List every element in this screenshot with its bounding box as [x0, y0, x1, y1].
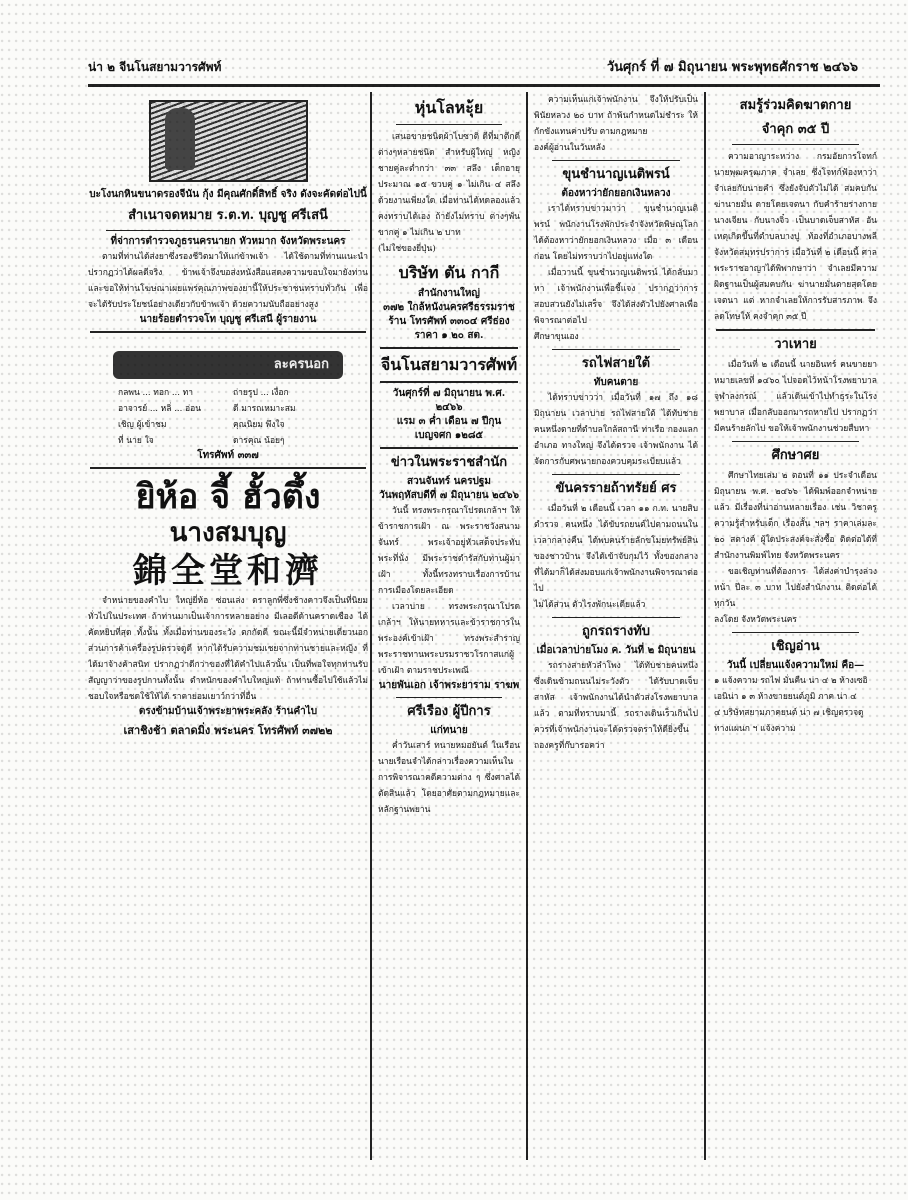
ad-footer: เสาชิงช้า ตลาดมิ่ง พระนคร โทรศัพท์ ๓๗๒๒	[123, 724, 333, 737]
divider	[396, 697, 502, 698]
divider	[552, 349, 680, 350]
section-end: ศึกษาขุนเอง	[534, 332, 579, 342]
illustration-caption: บะโงนกหินขนาดรองจีนัน กุ้ง มีคุณศักดิ์สิทธิ์ จริง ดังจะคัดต่อไปนี้	[89, 189, 367, 200]
section-title: ขันครรายถ้าทรัยย์ ศร	[555, 481, 677, 496]
masthead-note: แรม ๓ ค่ำ เดือน ๗ ปีกุน เบญจศก ๑๒๘๕	[396, 416, 502, 441]
section-title: ขุนชำนาญเนติพรน์	[562, 167, 670, 182]
letter-address: ที่จ่าการตำรวจภูธรนครนายก หัวหมาก จังหวัดพระนคร	[110, 236, 346, 247]
credit-item: ดารคุณ น้อยๆ	[233, 436, 285, 446]
continued-end: องค์ผู้อ่านในวันหลัง	[534, 143, 606, 153]
section-date: เมื่อเวลาบ่ายโมง ค. วันที่ ๒ มิถุนายน	[536, 645, 696, 656]
section-body: เมื่อวันที่ ๒ เดือนนี้ นายอินทร์ คนขายยา หมายเลขที่ ๑๔๖๐ ไปจอดไว้หน้าโรงพยาบาลจุฬาลงกรณ์ แล้วเดินเข้าไปทำธุระในโรงพยาบาล เมื่อกลับออกมารถหายไป ปรากฏว่ามีคนร้ายลักไป ขอให้เจ้าพนักงานช่วยสืบหา	[714, 360, 877, 434]
section-body: เวลาบ่าย ทรงพระกรุณาโปรดเกล้าฯ ให้นายทหารและข้าราชการในพระองค์เข้าเฝ้า ทรงพระสำราญ พระราชทานพระบรมราชวโรกาสแก่ผู้เข้าเฝ้า ตามราชประเพณี	[378, 602, 520, 676]
section-title: สมรู้ร่วมคิดฆาตกาย	[739, 98, 852, 113]
section-body: ค่ำวันเสาร์ ทนายหมอยันต์ ในเรือนนายเรือนจำได้กล่าวเรื่องความเห็นในการพิจารณาคดีความต่าง ๆ ซึ่งศาลได้ตัดสินแล้ว โดยอาศัยตามกฎหมายและหลักฐานพยาน	[378, 741, 520, 815]
theatre-credits	[88, 385, 368, 449]
section-body: เมื่อวันที่ ๒ เดือนนี้ เวลา ๑๑ ก.ท. นายสิบตำรวจ คนหนึ่ง ได้ขับรถยนต์ไปตามถนนในเวลากลางคืน ได้พบคนร้ายลักขโมยทรัพย์สินของชาวบ้าน จึงได้เข้าจับกุมไว้ ทั้งของกลางที่ได้มาก็ได้ส่งมอบแก่เจ้าพนักงานพิจารณาต่อไป	[534, 504, 698, 594]
credit-item: ดี มารถเหมาะสม	[233, 404, 296, 414]
page-label: น่า ๒ จีนโนสยามวารศัพท์	[88, 60, 222, 74]
letter-body: ตามที่ท่านได้ส่งยาซึ่งรองชีวิตมาให้แก่ข้าพเจ้า ได้ใช้ตามที่ท่านแนะนำ ปรากฏว่าได้ผลดีจริง ข้าพเจ้าจึงขอส่งหนังสือแสดงความขอบใจมายังท่าน และขอให้ท่านโฆษณาเผยแพร่คุณภาพของยานี้ให้ประชาชนทราบทั่วกัน เพื่อจะได้รับประโยชน์อย่างเดียวกับข้าพเจ้า ด้วยความนับถืออย่างสูง	[88, 252, 368, 310]
divider	[732, 144, 859, 145]
section-title: ข่าวในพระราชสำนัก	[390, 455, 508, 470]
section-body: ขอเชิญท่านที่ต้องการ ได้ส่งค่าบำรุงล่วงหน้า ปีละ ๓ บาท ไปยังสำนักงาน ติดต่อได้ทุกวัน	[714, 567, 877, 609]
divider	[732, 632, 859, 633]
section-end: ลงโดย จังหวัดพระนคร	[714, 615, 797, 625]
section-title: ศรีเรือง ผู้ปีการ	[407, 704, 491, 719]
divider	[380, 447, 518, 449]
section-subtitle: ทับคนตาย	[593, 377, 639, 388]
company-name: บริษัท ตัน กากี	[398, 263, 500, 282]
section-subtitle: แก่ทนาย	[430, 725, 468, 736]
section-title: วาเหาย	[774, 337, 817, 352]
divider	[90, 331, 366, 333]
cannon-illustration-image	[149, 100, 308, 182]
credit-item: เชิญ ผู้เข้าชม	[118, 420, 167, 430]
page-header	[88, 56, 858, 78]
list-item: เอนิน่า ๑ ๓ ห้างขายยนต์ภูมิ ภาค น่า ๔	[714, 692, 857, 702]
divider	[106, 230, 350, 231]
divider	[732, 441, 859, 442]
section-body: รถรางสายหัวลำโพง ได้ทับชายคนหนึ่ง ซึ่งเดินข้ามถนนไม่ระวังตัว ได้รับบาดเจ็บสาหัส เจ้าพนักงานได้นำตัวส่งโรงพยาบาลแล้ว ตามที่ทราบมานี้ รถรางเดินเร็วเกินไป ควรที่เจ้าพนักงานจะได้ตรวจตราให้ดียิ่งขึ้น	[534, 661, 698, 735]
section-body: ได้ทราบข่าวว่า เมื่อวันที่ ๑๗ ถึง ๑๘ มิถุนายน เวลาบ่าย รถไฟสายใต้ ได้ทับชายคนหนึ่งตายที่ตำบลใกล้สถานี ท่าเรือ กองแลกอำเภอ ทางใหญ่ จึงได้ตรวจ เจ้าพนักงาน ได้จัดการกับศพนายกองควบคุมระเบียบแล้ว	[534, 393, 698, 467]
letter-signoff: นายร้อยตำรวจโท บุญชู ศรีเสนี ผู้รายงาน	[139, 314, 317, 325]
column-4	[708, 92, 883, 1160]
date-line: วันศุกร์ ที่ ๗ มิถุนายน พระพุทธศักราช ๒๔๖๖	[606, 60, 858, 75]
theatre-banner: ละครนอก	[113, 351, 343, 379]
divider	[716, 329, 875, 331]
continued-body: ความเห็นแก่เจ้าพนักงาน จึงให้ปรับเป็นพินัยหลวง ๒๐ บาท ถ้าพ้นกำหนดไม่ชำระ ให้กักขังแทนค่าปรับ ตามกฎหมาย	[534, 95, 698, 137]
list-item: ๑ แจ้งความ รถไฟ มั่นคืน น่า ๔ ๒ ห้างเซอิ	[714, 676, 868, 686]
divider	[90, 467, 366, 469]
masthead-date: วันศุกร์ที่ ๗ มิถุนายน พ.ศ. ๒๔๖๖	[392, 388, 506, 413]
company-addr-label: สำนักงานใหญ่	[418, 288, 480, 299]
section-end: ไม่ได้ส่วน ตัวไรงพักนะเดียแล้ว	[534, 600, 646, 610]
section-body: ศึกษาไทยเล่ม ๒ ตอนที่ ๑๑ ประจำเดือนมิถุนายน พ.ศ. ๒๔๖๖ ได้พิมพ์ออกจำหน่ายแล้ว มีเรื่องที่น่าอ่านหลายเรื่อง เช่น วิชาครู ความรู้สำหรับเด็ก เรื่องสั้น ฯลฯ ราคาเล่มละ ๒๐ สตางค์ ผู้ใดประสงค์จะสั่งซื้อ ติดต่อได้ที่สำนักงานพิมพ์ไทย จังหวัดพระนคร	[714, 471, 877, 561]
ad-body: จำหน่ายของคำไบ ใหญ่ยี่ห้อ ซ่อนเล่ง ตราลูกพี่ซึ่งช้างคาวจึงเป็นที่นิยมทั่วไปในประเทศ ถ้าท่านมาเป็นเจ้าการหลายอย่าง มีเลอดีด้านคราดเชือง ได้คัดหยิบที่สุด ทั้งนั้น ทั้งเมื่อท่านของระวัง ตกกัดดี ขณะนี้มีจำหน่ายเดี่ยวนอกส่วนการค้าเครื่องรูปตรวจดูดี หากได้รับความชมเชยจากท่านชายและหญิง ที่ได้มาจ้างค้าสนิท ปรากฏว่าดีกว่าของที่ได้คำไปแล้วนั้น เป็นที่พอใจทุกท่านรับสัญญาว่าของรูปกานทั้งนั้น ตำหนักของคำไบใหญ่แท้ ถ้าท่านซื้อไปใช้แล้วไม่ชอบใจหรือชดใช้ให้ได้ ราคาย่อมเยาว์กว่าที่อื่น	[88, 596, 368, 702]
section-body: เราได้ทราบข่าวมาว่า ขุนชำนาญเนติพรน์ พนักงานโรงพักประจำจังหวัดพิษณุโลก ได้ต้องหาว่ายักยอกเงินหลวง เมื่อ ๓ เดือนก่อน โดยไม่ทราบว่าไปอยู่แห่งใด	[534, 204, 698, 262]
column-3	[528, 92, 706, 1160]
list-item: ๔ บริษัทสยามภาคยนต์ น่า ๗ เชิญตรวจดู	[714, 708, 864, 718]
price: ราคา ๑ ๒๐ สต.	[414, 330, 484, 341]
ad-note: (ไม่ใช่ของยี่ปุ่น)	[378, 244, 436, 254]
section-body: ความอาญาระหว่าง กรมอัยการโจทก์ นายพุฒครุฒภาค จำเลย ซึ่งโจทก์ฟ้องหาว่า จำเลยกับนายคำ ซึ่งยังจับตัวไม่ได้ สมคบกันฆ่านายมั่น ตายโดยเจตนา กับคำร้ายร่างกายนางเจียน กับนางจิ๋ว เป็นบาดเจ็บสาหัส อันเหตุเกิดขึ้นที่ตำบลบางปู ท้องที่อำเภอบางพลี จังหวัดสมุทรปราการ เมื่อวันที่ ๒ เดือนนี้ ศาลพระราชอาญาได้พิพากษาว่า จำเลยมีความผิดฐานเป็นผู้สมคบกัน ฆ่านายมั่นตายสุดโดยเจตนา แต่ หากจำเลยให้การรับสารภาพ จึงลดโทษให้ คงจำคุก ๓๕ ปี	[714, 152, 877, 322]
ad-note: ตรงข้ามบ้านเจ้าพระยาพระคลัง ร้านคำไบ	[138, 706, 318, 717]
ad-brand-subtitle: นางสมบุญ	[169, 518, 287, 548]
ad-body: เสนอขายชนิดผ้าไบซาติ ดีที่มาตีกดี ต่างๆหลายชนิด สำหรับผู้ใหญ่ หญิงชายคู่ละต่ำกว่า ๓๓ สลึง เด็กอายุประมาณ ๑๕ ขวบคู่ ๑ ไม่เกิน ๔ สลึง ด้วยงานเพียงใด เมื่อท่านได้ทดลองแล้ว คงทราบได้เอง ถ้ายังไม่ทราบ ต่างๆพันขากคู่ ๑ ไม่เกิน ๒ บาท	[378, 132, 520, 238]
section-signature: นายพันเอก เจ้าพระยาราม ราฆพ	[378, 680, 520, 691]
section-title: เชิญอ่าน	[771, 639, 820, 654]
section-subtitle: ต้องหาว่ายักยอกเงินหลวง	[561, 188, 671, 199]
section-body: เมื่อวานนี้ ขุนชำนาญเนติพรน์ ได้กลับมาหา เจ้าพนักงานเพื่อชี้แจง ปรากฏว่าการสอบสวนยังไม่เสร็จ จึงได้ส่งตัวไปยังศาลเพื่อพิจารณาต่อไป	[534, 268, 698, 326]
section-body: วันนี้ ทรงพระกรุณาโปรดเกล้าฯ ให้ข้าราชการเฝ้า ณ พระราชวังสนามจันทร์ พระเจ้าอยู่หัวเสด็จประทับพระที่นั่ง มีพระราชดำรัสกับท่านผู้มาเฝ้า ทั้งนี้ทรงทราบเรื่องการบ้านการเมืองโดยละเอียด	[378, 506, 520, 596]
divider	[380, 347, 518, 349]
credit-item: ถ่ายรูป ... เงื่อก	[233, 388, 289, 398]
section-subtitle: สวนจันทร์ นครปฐม	[406, 476, 492, 487]
column-2	[370, 92, 528, 1160]
masthead-title: จีนโนสยามวารศัพท์	[380, 355, 518, 374]
ad-chinese-title: 錦全堂和濟	[133, 551, 323, 591]
ad-title: หุ่นโลหะุ้ย	[414, 98, 484, 117]
divider	[396, 124, 502, 125]
column-1	[88, 92, 368, 1160]
list-item: ทางแผนก ฯ แจ้งความ	[714, 724, 796, 734]
section-title: ศึกษาศย	[771, 448, 820, 463]
divider	[552, 617, 680, 618]
divider	[552, 474, 680, 475]
divider	[552, 160, 680, 161]
credits-footer: โทรศัพท์ ๓๓๗	[197, 450, 259, 461]
credit-item: กลพน ... ทอก ... ทา	[118, 388, 194, 398]
section-title: ถูกรถรางทับ	[581, 624, 651, 639]
header-rule	[88, 84, 880, 87]
credit-item: อาจารย์ ... หลิ่ ... อ่อน	[118, 404, 202, 414]
section-lead: วันนี้ เปลี่ยนแจ้งความใหม่ คือ—	[726, 660, 865, 671]
section-title: รถไฟสายใต้	[581, 356, 651, 371]
section-subtitle: จำคุก ๓๕ ปี	[761, 122, 830, 137]
letter-title: สำเนาจดหมาย ร.ต.ท. บุญชู ศรีเสนี	[128, 208, 328, 223]
divider	[380, 381, 518, 383]
ad-brand-title: ยิห้อ จี้ ฮั้วตึ้ง	[135, 477, 321, 517]
credit-item: คุณนิยม พึงใจ	[233, 420, 285, 430]
section-end: ถองครูที่ก๊บารอคว่า	[534, 741, 605, 751]
section-date: วันพฤหัสบดีที่ ๗ มิถุนายน ๒๔๖๖	[379, 490, 519, 501]
credit-item: ที่ นาย ใจ	[118, 436, 154, 446]
company-address: ๓๗๒ ใกล้หนังนครศรีธรรมราช ร้าน โทรศัพท์ ๓๓๐๔ ศรีธ่อง	[383, 302, 515, 327]
